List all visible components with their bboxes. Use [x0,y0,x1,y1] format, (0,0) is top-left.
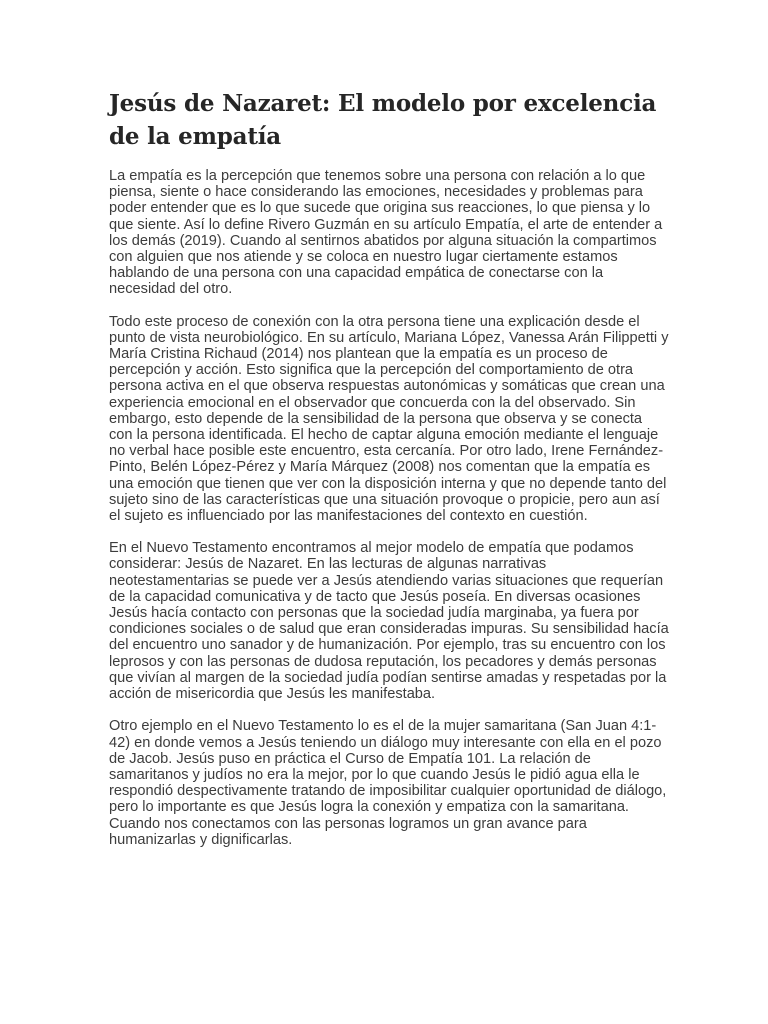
paragraph-2: Todo este proceso de conexión con la otra persona tiene una explicación desde el punto de vista neurobiológico. En su artículo, Mariana López, Vanessa Arán Filippetti y María Cristina Richaud (2014) nos plantean que la empatía es un proceso de percepción y acción. Esto significa que la percepción del comportamiento de otra persona activa en el que observa respuestas autonómicas y somáticas que crean una experiencia emocional en el observador que concuerda con la del observado. Sin embargo, esto depende de la sensibilidad de la persona que observa y se conecta con la persona identificada. El hecho de captar alguna emoción mediante el lenguaje no verbal hace posible este encuentro, esta cercanía. Por otro lado, Irene Fernández-Pinto, Belén López-Pérez y María Márquez (2008) nos comentan que la empatía es una emoción que tienen que ver con la disposición interna y que no depende tanto del sujeto sino de las características que una situación provoque o propicie, pero aun así el sujeto es influenciado por las manifestaciones del contexto en cuestión. [109,313,669,525]
paragraph-3: En el Nuevo Testamento encontramos al mejor modelo de empatía que podamos considerar: Jesús de Nazaret. En las lecturas de algunas narrativas neotestamentarias se puede ver a Jesús atendiendo varias situaciones que requerían de la capacidad comunicativa y de tacto que Jesús poseía. En diversas ocasiones Jesús hacía contacto con personas que la sociedad judía marginaba, ya fuera por condiciones sociales o de salud que eran consideradas impuras. Su sensibilidad hacía del encuentro uno sanador y de humanización. Por ejemplo, tras su encuentro con los leprosos y con las personas de dudosa reputación, los pecadores y demás personas que vivían al margen de la sociedad judía podían sentirse amadas y respetadas por la acción de misericordia que Jesús les manifestaba. [109,540,669,703]
paragraph-4: Otro ejemplo en el Nuevo Testamento lo es el de la mujer samaritana (San Juan 4:1-42) en donde vemos a Jesús teniendo un diálogo muy interesante con ella en el pozo de Jacob. Jesús puso en práctica el Curso de Empatía 101. La relación de samaritanos y judíos no era la mejor, por lo que cuando Jesús le pidió agua ella le respondió despectivamente tratando de imposibilitar cualquier oportunidad de diálogo, pero lo importante es que Jesús logra la conexión y empatiza con la samaritana. Cuando nos conectamos con las personas logramos un gran avance para humanizarlas y dignificarlas. [109,718,667,848]
paragraph-1: La empatía es la percepción que tenemos sobre una persona con relación a lo que piensa, siente o hace considerando las emociones, necesidades y problemas para poder entender que es lo que sucede que origina sus reacciones, lo que piensa y lo que siente. Así lo define Rivero Guzmán en su artículo Empatía, el arte de entender a los demás (2019). Cuando al sentirnos abatidos por alguna situación la compartimos con alguien que nos atiende y se coloca en nuestro lugar ciertamente estamos hablando de una persona con una capacidad empática de conectarse con la necesidad del otro. [109,168,663,298]
document-body [109,168,669,864]
document-title: Jesús de Nazaret: El modelo por excelencia de la empatía [109,90,657,150]
